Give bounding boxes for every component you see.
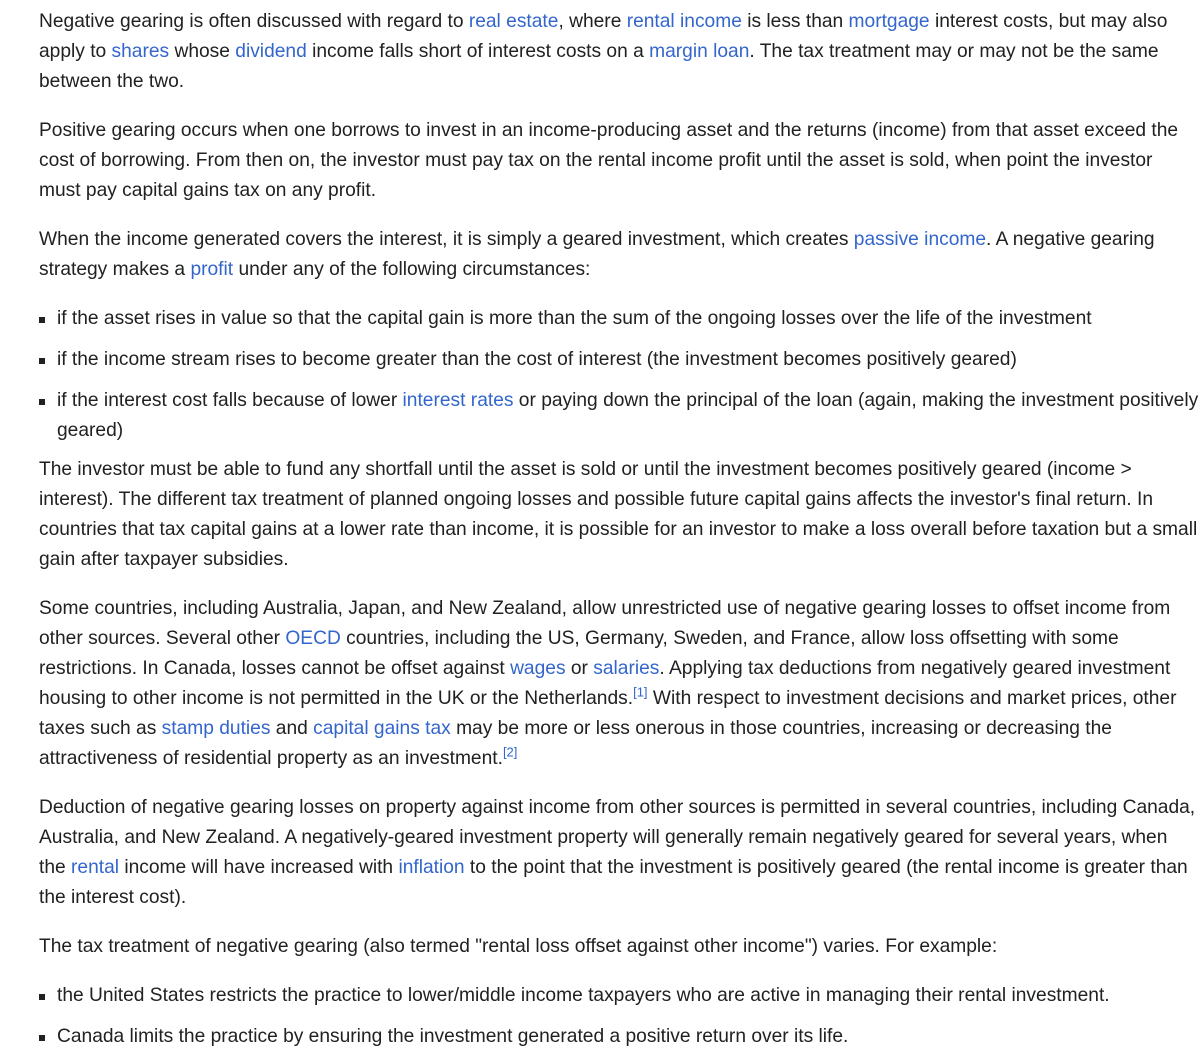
text-run: if the asset rises in value so that the capital gain is more than the sum of the ongoing losses over the life of the investment <box>57 308 1092 329</box>
article-body <box>0 7 1199 1052</box>
paragraph <box>39 225 1199 285</box>
link-margin-loan[interactable]: margin loan <box>649 41 750 62</box>
list-item <box>57 1022 1199 1052</box>
link-capital-gains-tax[interactable]: capital gains tax <box>313 718 451 739</box>
link-interest-rates[interactable]: interest rates <box>402 390 514 411</box>
text-run: income will have increased with <box>119 857 399 878</box>
bullet-icon <box>39 399 45 405</box>
text-run: Negative gearing is often discussed with regard to <box>39 11 469 32</box>
text-run: to the point that the investment is positively geared (the rental income is greater than the interest cost). <box>39 857 1188 908</box>
list-item <box>57 386 1199 446</box>
bullet-icon <box>39 1035 45 1041</box>
text-run: Canada limits the practice by ensuring the investment generated a positive return over its life. <box>57 1026 849 1047</box>
bullet-list <box>39 304 1199 446</box>
text-run: income falls short of interest costs on a <box>306 41 650 62</box>
paragraph <box>39 594 1199 774</box>
text-run: The investor must be able to fund any shortfall until the asset is sold or until the investment becomes positively geared (income > interest). The different tax treatment of planned ongoing losses and possible future capital gains affects the investor's final return. In countries that tax capital gains at a lower rate than income, it is possible for an investor to make a loss overall before taxation but a small gain after taxpayer subsidies. <box>39 459 1198 570</box>
citation-ref[interactable] <box>503 745 517 760</box>
paragraph <box>39 455 1199 575</box>
citation-link[interactable]: [1] <box>633 684 648 700</box>
text-run: The tax treatment of negative gearing (also termed "rental loss offset against other income") varies. For example: <box>39 936 998 957</box>
text-run: if the income stream rises to become greater than the cost of interest (the investment becomes positively geared) <box>57 349 1017 370</box>
link-rental-income[interactable]: rental income <box>626 11 742 32</box>
text-run: may be more or less onerous in those countries, increasing or decreasing the attractiveness of residential property as an investment. <box>39 718 1112 769</box>
text-run: With respect to investment decisions and market prices, other taxes such as <box>39 688 1177 739</box>
text-run: interest costs, but may also apply to <box>39 11 1168 62</box>
paragraph <box>39 7 1199 97</box>
bullet-icon <box>39 317 45 323</box>
paragraph <box>39 932 1199 962</box>
link-profit[interactable]: profit <box>190 259 234 280</box>
bullet-icon <box>39 994 45 1000</box>
citation-link[interactable]: [2] <box>502 744 518 760</box>
link-mortgage[interactable]: mortgage <box>848 11 930 32</box>
text-run: whose <box>169 41 236 62</box>
list-item <box>57 304 1199 334</box>
link-oecd[interactable]: OECD <box>285 628 341 649</box>
text-run: When the income generated covers the interest, it is simply a geared investment, which creates <box>39 229 854 250</box>
link-inflation[interactable]: inflation <box>398 857 465 878</box>
text-run: if the interest cost falls because of lower <box>57 390 403 411</box>
link-wages[interactable]: wages <box>510 658 566 679</box>
list-item <box>57 345 1199 375</box>
link-dividend[interactable]: dividend <box>235 41 307 62</box>
paragraph <box>39 793 1199 913</box>
paragraph <box>39 116 1199 206</box>
link-salaries[interactable]: salaries <box>593 658 660 679</box>
list-item <box>57 981 1199 1011</box>
citation-ref[interactable] <box>633 685 647 700</box>
text-run: is less than <box>741 11 849 32</box>
text-run: . A negative gearing strategy makes a <box>39 229 1155 280</box>
link-stamp-duties[interactable]: stamp duties <box>161 718 271 739</box>
text-run: . Applying tax deductions from negatively geared investment housing to other income is not permitted in the UK or the Netherlands. <box>39 658 1171 709</box>
text-run: under any of the following circumstances: <box>233 259 591 280</box>
text-run: or paying down the principal of the loan (again, making the investment positively geared) <box>57 390 1199 441</box>
text-run: Deduction of negative gearing losses on property against income from other sources is permitted in several countries, including Canada, Australia, and New Zealand. A negatively-geared investment property will generally remain negatively geared for several years, when the <box>39 797 1196 878</box>
text-run: Some countries, including Australia, Japan, and New Zealand, allow unrestricted use of negative gearing losses to offset income from other sources. Several other <box>39 598 1171 649</box>
link-shares[interactable]: shares <box>111 41 170 62</box>
text-run: . The tax treatment may or may not be the same between the two. <box>39 41 1159 92</box>
bullet-list <box>39 981 1199 1052</box>
text-run: and <box>270 718 314 739</box>
text-run: the United States restricts the practice to lower/middle income taxpayers who are active in managing their rental investment. <box>57 985 1110 1006</box>
text-run: countries, including the US, Germany, Sweden, and France, allow loss offsetting with some restrictions. In Canada, losses cannot be offset against <box>39 628 1119 679</box>
link-rental[interactable]: rental <box>71 857 120 878</box>
bullet-icon <box>39 358 45 364</box>
link-passive-income[interactable]: passive income <box>853 229 987 250</box>
link-real-estate[interactable]: real estate <box>468 11 559 32</box>
text-run: Positive gearing occurs when one borrows to invest in an income-producing asset and the returns (income) from that asset exceed the cost of borrowing. From then on, the investor must pay tax on the rental income profit until the asset is sold, when point the investor must pay capital gains tax on any profit. <box>39 120 1179 201</box>
text-run: or <box>565 658 594 679</box>
text-run: , where <box>558 11 627 32</box>
